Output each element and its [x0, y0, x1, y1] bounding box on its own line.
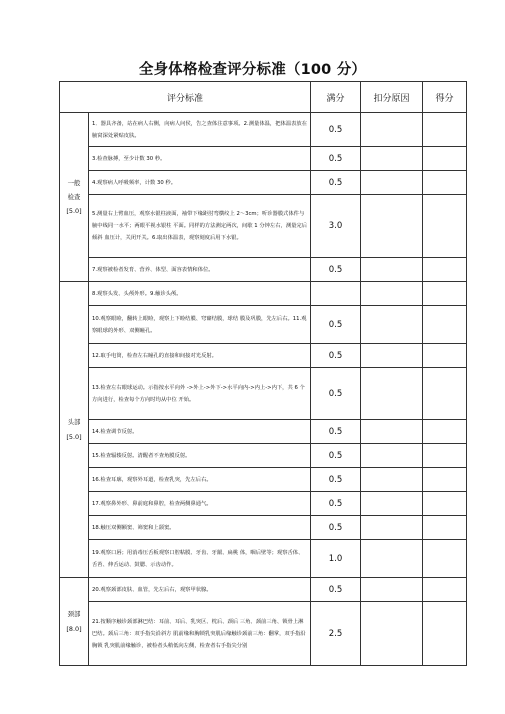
score-cell[interactable]: [423, 171, 467, 195]
full-score: 0.5: [311, 492, 361, 516]
table-row: [60, 195, 467, 258]
score-cell[interactable]: [423, 420, 467, 444]
criteria-text: 4.观察病人呼吸频率，计数 30 秒。: [89, 171, 311, 195]
table-row: [60, 516, 467, 540]
score-cell[interactable]: [423, 468, 467, 492]
criteria-text: 3.检查脉搏，至少计数 30 秒。: [89, 147, 311, 171]
criteria-text: 16.检查耳廓，观察外耳道，检查乳突，先左后右。: [89, 468, 311, 492]
score-cell[interactable]: [423, 344, 467, 368]
deduction-cell[interactable]: [361, 492, 423, 516]
scoring-table: [59, 81, 467, 666]
score-cell[interactable]: [423, 602, 467, 666]
score-cell[interactable]: [423, 282, 467, 306]
deduction-cell[interactable]: [361, 344, 423, 368]
header-score: 得分: [423, 82, 467, 113]
full-score: 0.5: [311, 113, 361, 147]
table-row: [60, 468, 467, 492]
page-title: 全身体格检查评分标准（100 分）: [138, 62, 367, 78]
deduction-cell[interactable]: [361, 147, 423, 171]
header-criteria: 评分标准: [60, 82, 311, 113]
table-row: [60, 171, 467, 195]
header-row: [60, 82, 467, 113]
header-deduction: 扣分原因: [361, 82, 423, 113]
header-full-score: 满分: [311, 82, 361, 113]
criteria-text: 18.触压双侧额窦、筛窦和上颌窦。: [89, 516, 311, 540]
table-row: [60, 540, 467, 578]
score-cell[interactable]: [423, 147, 467, 171]
full-score: 0.5: [311, 578, 361, 602]
full-score: 2.5: [311, 602, 361, 666]
table-row: [60, 344, 467, 368]
category-general: 一般 检查 [5.0]: [60, 113, 89, 282]
full-score: 0.5: [311, 344, 361, 368]
table-row: [60, 306, 467, 344]
table-row: [60, 420, 467, 444]
score-cell[interactable]: [423, 444, 467, 468]
criteria-text: 5.测量右上臂血压，观察水银柱液面，袖带下缘距肘弯横纹上 2～3cm；听诊器膜式体件与腋中线同一水平；两眼平视水银柱 平面。同样的方法测定两次，间歇 1 分钟左右，测量完后倾斜 血压计，关闭开关。6.取出体温表，观察刻度后用下水银。: [89, 195, 311, 258]
criteria-text: 20.观察颈部皮肤、血管，先左后右，观察甲状腺。: [89, 578, 311, 602]
deduction-cell[interactable]: [361, 282, 423, 306]
criteria-text: 15.检查辐辏反射。清醒者不查角膜反射。: [89, 444, 311, 468]
deduction-cell[interactable]: [361, 368, 423, 420]
score-cell[interactable]: [423, 306, 467, 344]
criteria-text: 13.检查左右眼球运动。示指按水平向外 ->外上->外下->水平向内->内上->内下，共 6 个方向进行，检查每个方向时均从中位 开始。: [89, 368, 311, 420]
deduction-cell[interactable]: [361, 195, 423, 258]
table-row: [60, 282, 467, 306]
score-cell[interactable]: [423, 540, 467, 578]
criteria-text: 19.观察口唇；用消毒压舌板观察口腔粘膜、牙齿、牙龈、扁桃 体，咽后壁等；观察舌体、舌苔、伸舌运动、鼓腮、示齿动作。: [89, 540, 311, 578]
criteria-text: 10.观察眼睑，翻转上眼睑，观察上下睑结膜、穹窿结膜，球结 膜及巩膜，先左后右。11.观察眼球的外形、双侧瞳孔。: [89, 306, 311, 344]
score-cell[interactable]: [423, 195, 467, 258]
category-neck: 颈部 [8.0]: [60, 578, 89, 666]
category-head: 头部 [5.0]: [60, 282, 89, 578]
full-score: 0.5: [311, 171, 361, 195]
deduction-cell[interactable]: [361, 540, 423, 578]
full-score: 3.0: [311, 195, 361, 258]
deduction-cell[interactable]: [361, 420, 423, 444]
criteria-text: 7.观察被检者发育、营养、体型、面容表情和体位。: [89, 258, 311, 282]
full-score: 0.5: [311, 306, 361, 344]
score-cell[interactable]: [423, 368, 467, 420]
full-score: 0.5: [311, 420, 361, 444]
criteria-text: 8.观察头发、头颅外形。9.触诊头颅。: [89, 282, 311, 306]
deduction-cell[interactable]: [361, 258, 423, 282]
full-score: 0.5: [311, 468, 361, 492]
deduction-cell[interactable]: [361, 113, 423, 147]
table-row: [60, 258, 467, 282]
full-score: 0.5: [311, 147, 361, 171]
deduction-cell[interactable]: [361, 578, 423, 602]
criteria-text: 12.取手电筒，检查左右瞳孔的直接和间接对光反射。: [89, 344, 311, 368]
table-row: [60, 444, 467, 468]
full-score: 1.0: [311, 540, 361, 578]
criteria-text: 17.观察鼻外形、鼻前庭和鼻腔，检查两侧鼻通气。: [89, 492, 311, 516]
full-score: 0.5: [311, 516, 361, 540]
table-row: [60, 113, 467, 147]
deduction-cell[interactable]: [361, 171, 423, 195]
deduction-cell[interactable]: [361, 444, 423, 468]
score-cell[interactable]: [423, 516, 467, 540]
score-cell[interactable]: [423, 258, 467, 282]
table-row: [60, 147, 467, 171]
deduction-cell[interactable]: [361, 516, 423, 540]
full-score: 0.5: [311, 368, 361, 420]
score-cell[interactable]: [423, 578, 467, 602]
criteria-text: 21.按顺序触诊颈部淋巴结：耳前、耳后、乳突区、枕后、颈后 三角、颈前三角、锁骨上淋巴结。颈后三角：双手指尖沿斜方 肌前缘和胸锁乳突肌后缘触诊颈前三角：翻掌，双手指沿胸锁 乳突肌前缘触诊，被检者头稍低向左侧，检查者右手指尖分别: [89, 602, 311, 666]
criteria-text: 1．器具齐备，站在病人右侧，向病人问侯，告之查体注意事项。2.测量体温，把体温表放在腋窝深处紧贴皮肤。: [89, 113, 311, 147]
full-score: 0.5: [311, 258, 361, 282]
deduction-cell[interactable]: [361, 602, 423, 666]
table-row: [60, 602, 467, 666]
full-score: [311, 282, 361, 306]
deduction-cell[interactable]: [361, 306, 423, 344]
criteria-text: 14.检查调节反射。: [89, 420, 311, 444]
deduction-cell[interactable]: [361, 468, 423, 492]
table-row: [60, 368, 467, 420]
full-score: 0.5: [311, 444, 361, 468]
score-cell[interactable]: [423, 492, 467, 516]
table-row: [60, 578, 467, 602]
score-cell[interactable]: [423, 113, 467, 147]
table-row: [60, 492, 467, 516]
